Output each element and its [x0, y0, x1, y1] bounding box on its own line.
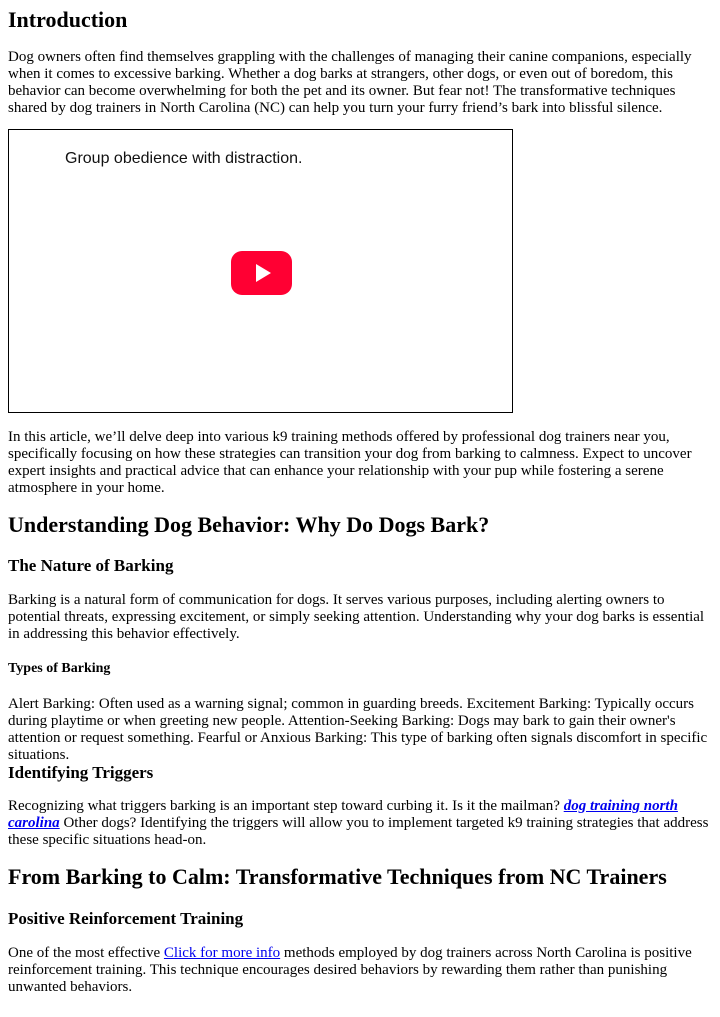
- types-paragraph: Alert Barking: Often used as a warning signal; common in guarding breeds. Excitement Barking: Typically occurs during playtime or when greeting new people. Attention-Seeking Barking: Dogs may bark to gain their owner's attention or request something. Fearful or Anxious Barking: This type of barking often signals discomfort in specific situations.: [8, 696, 708, 763]
- click-for-more-info-link[interactable]: Click for more info: [163, 945, 281, 961]
- play-icon[interactable]: [231, 251, 292, 295]
- positive-text-after: methods employed by dog trainers across North Carolina is positive reinforcement training. This technique encourages desired behaviors by rewarding them rather than punishing unwanted behaviors.: [8, 945, 692, 995]
- heading-introduction: Introduction: [8, 7, 128, 32]
- heading-barking-to-calm: From Barking to Calm: Transformative Techniques from NC Trainers: [8, 864, 667, 889]
- heading-identifying-triggers: Identifying Triggers: [8, 763, 154, 782]
- dog-training-nc-link[interactable]: dog training north carolina: [8, 798, 678, 831]
- triggers-text-after: Other dogs? Identifying the triggers will allow you to implement targeted k9 training strategies that address these specific situations head-on.: [8, 815, 709, 848]
- triggers-text-before: Recognizing what triggers barking is an important step toward curbing it. Is it the mailman?: [8, 798, 564, 814]
- video-title[interactable]: Group obedience with distraction.: [65, 150, 303, 167]
- heading-nature-of-barking: The Nature of Barking: [8, 556, 174, 575]
- nature-paragraph: Barking is a natural form of communication for dogs. It serves various purposes, including alerting owners to potential threats, expressing excitement, or simply seeking attention. Understanding why your dog barks is essential in addressing this behavior effectively.: [8, 592, 705, 642]
- heading-positive-reinforcement: Positive Reinforcement Training: [8, 909, 244, 928]
- positive-paragraph: [8, 945, 712, 996]
- triggers-paragraph: [8, 798, 714, 849]
- article-intro-paragraph: In this article, we’ll delve deep into various k9 training methods offered by professional dog trainers near you, specifically focusing on how these strategies can transition your dog from barking to calmness. Expect to uncover expert insights and practical advice that can enhance your relationship with your pup while fostering a serene atmosphere in your home.: [8, 429, 692, 496]
- intro-paragraph: Dog owners often find themselves grappling with the challenges of managing their canine companions, especially when it comes to excessive barking. Whether a dog barks at strangers, other dogs, or even out of boredom, this behavior can become overwhelming for both the pet and its owner. But fear not! The transformative techniques shared by dog trainers in North Carolina (NC) can help you turn your furry friend’s bark into blissful silence.: [8, 49, 692, 116]
- heading-types-of-barking: Types of Barking: [8, 661, 111, 676]
- positive-text-before: One of the most effective: [8, 945, 164, 961]
- video-embed[interactable]: [8, 129, 513, 413]
- heading-understanding-dog-behavior: Understanding Dog Behavior: Why Do Dogs Bark?: [8, 512, 490, 537]
